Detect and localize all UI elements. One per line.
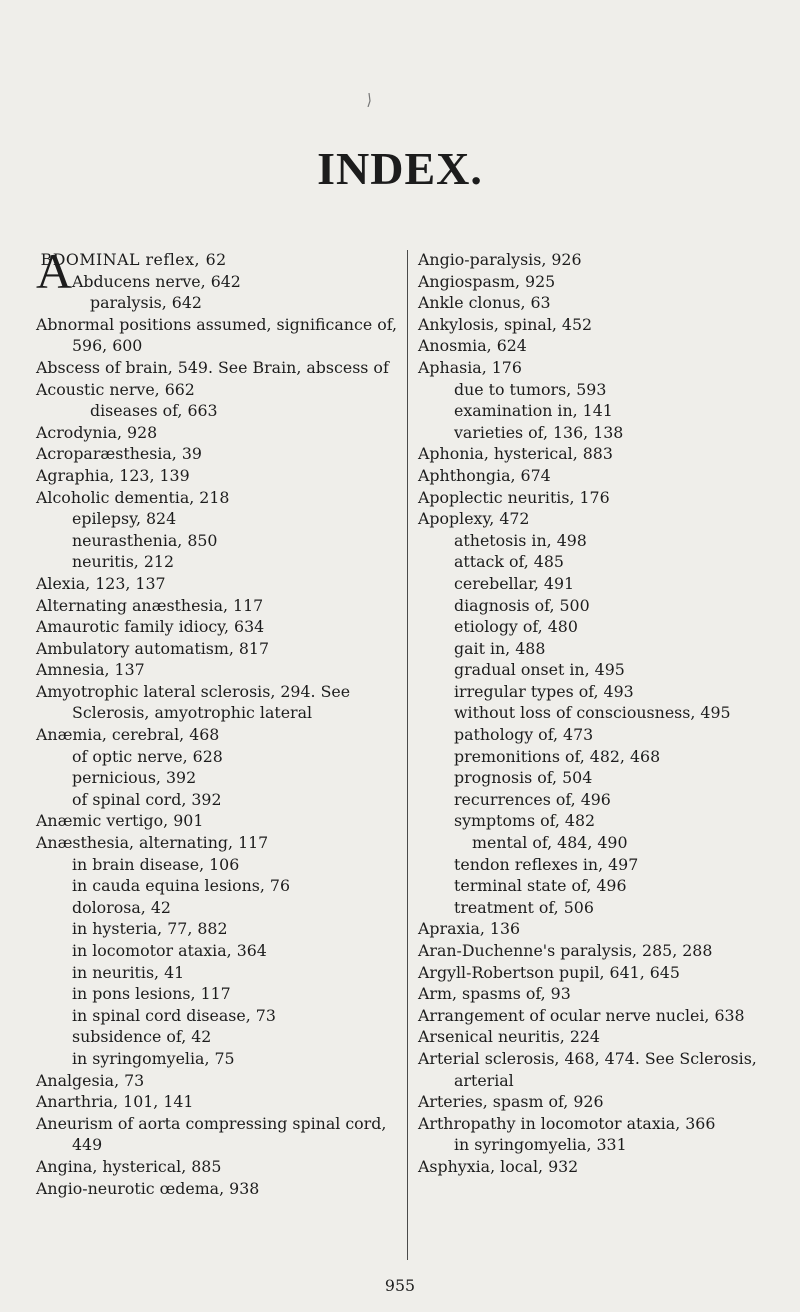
index-entry: Arsenical neuritis, 224 [418,1027,600,1047]
index-entry: gradual onset in, 495 [454,660,625,680]
index-entry: tendon reflexes in, 497 [454,854,639,874]
index-entry: epilepsy, 824 [72,509,177,529]
left-entry-list [36,271,398,1200]
index-entry: diseases of, 663 [90,401,218,421]
index-entry: Anæmic vertigo, 901 [36,811,204,831]
index-entry: Ankylosis, spinal, 452 [418,314,593,334]
index-entry: Apraxia, 136 [418,919,521,939]
index-entry: in pons lesions, 117 [72,984,231,1004]
index-entry: subsidence of, 42 [72,1027,212,1047]
page-title: INDEX. [317,143,483,194]
index-entry: Arrangement of ocular nerve nuclei, 638 [418,1005,745,1025]
index-entry: in syringomyelia, 331 [454,1135,627,1155]
index-entry: Arthropathy in locomotor ataxia, 366 [418,1113,716,1133]
index-entry: of optic nerve, 628 [72,746,223,766]
index-entry: of spinal cord, 392 [72,789,222,809]
index-entry: in neuritis, 41 [72,962,185,982]
index-entry: in cauda equina lesions, 76 [72,876,291,896]
index-entry: Anæmia, cerebral, 468 [36,725,220,745]
index-entry: Aran-Duchenne's paralysis, 285, 288 [418,941,713,960]
index-entry: Arm, spasms of, 93 [418,984,571,1004]
index-entry: Abducens nerve, 642 [72,271,241,291]
index-entry: cerebellar, 491 [454,573,575,593]
index-entry: Angina, hysterical, 885 [36,1156,222,1176]
index-entry: treatment of, 506 [454,897,594,917]
index-entry: Anosmia, 624 [418,336,527,356]
index-entry: premonitions of, 482, 468 [454,746,661,766]
index-entry: in syringomyelia, 75 [72,1048,235,1068]
index-entry: paralysis, 642 [90,293,202,313]
index-entry: examination in, 141 [454,401,613,421]
index-entry: Amyotrophic lateral sclerosis, 294. See Sclerosis, amyotrophic lateral [36,681,351,723]
index-entry: Alexia, 123, 137 [36,573,166,593]
column-divider [407,250,408,1260]
index-entry: Angio-neurotic œdema, 938 [36,1178,260,1198]
index-entry: Arteries, spasm of, 926 [418,1092,604,1112]
index-entry: etiology of, 480 [454,617,578,637]
index-entry: athetosis in, 498 [454,530,587,550]
index-column-right [418,249,784,1178]
index-entry: Analgesia, 73 [36,1070,145,1090]
index-entry: Angiospasm, 925 [418,271,556,291]
index-entry: recurrences of, 496 [454,789,611,809]
index-column-left [36,243,398,1199]
drop-cap: A [36,243,73,299]
index-entry: varieties of, 136, 138 [454,422,624,442]
index-entry: prognosis of, 504 [454,768,593,788]
index-entry: due to tumors, 593 [454,379,607,399]
index-entry: neurasthenia, 850 [72,530,218,550]
index-entry: Acroparæsthesia, 39 [36,444,202,464]
index-entry: Argyll-Robertson pupil, 641, 645 [418,962,680,982]
index-entry: Alcoholic dementia, 218 [36,487,230,507]
index-entry: terminal state of, 496 [454,876,627,896]
index-entry: Apoplectic neuritis, 176 [418,487,610,507]
index-entry: pernicious, 392 [72,768,197,788]
index-entry: neuritis, 212 [72,552,175,572]
first-entry-text: BDOMINAL reflex, 62 [40,250,227,269]
index-entry: Abnormal positions assumed, significance of, 596, 600 [36,314,398,356]
index-entry: Aphthongia, 674 [418,465,551,485]
index-entry: Aphonia, hysterical, 883 [418,444,613,464]
index-entry: attack of, 485 [454,552,564,572]
index-entry: Angio-paralysis, 926 [418,250,582,269]
index-entry: Anarthria, 101, 141 [36,1092,194,1112]
index-entry: Acoustic nerve, 662 [36,379,195,399]
index-entry: Alternating anæsthesia, 117 [36,595,264,615]
index-entry: Ankle clonus, 63 [418,293,551,313]
index-entry: Aphasia, 176 [418,357,522,377]
index-entry: Ambulatory automatism, 817 [36,638,270,658]
index-entry: Amnesia, 137 [36,660,145,680]
right-entry-list [418,249,784,1178]
index-entry: Amaurotic family idiocy, 634 [36,617,265,637]
index-entry: diagnosis of, 500 [454,595,590,615]
index-entry: irregular types of, 493 [454,681,634,701]
index-entry: Agraphia, 123, 139 [36,465,190,485]
index-entry: in spinal cord disease, 73 [72,1005,276,1025]
index-entry: Asphyxia, local, 932 [418,1156,579,1176]
index-entry: dolorosa, 42 [72,897,171,917]
index-entry: gait in, 488 [454,638,546,658]
index-entry: mental of, 484, 490 [472,833,628,853]
index-entry: Arterial sclerosis, 468, 474. See Sclerosis, arterial [418,1048,757,1090]
index-entry: symptoms of, 482 [454,811,596,831]
index-entry: pathology of, 473 [454,725,594,745]
index-entry: Abscess of brain, 549. See Brain, abscess of [36,357,389,377]
index-entry: in locomotor ataxia, 364 [72,941,267,960]
index-entry: without loss of consciousness, 495 [454,703,731,723]
index-entry: Aneurism of aorta compressing spinal cord, 449 [36,1113,387,1155]
index-entry: Acrodynia, 928 [36,422,158,442]
index-entry: in hysteria, 77, 882 [72,919,228,939]
index-entry: Apoplexy, 472 [418,509,530,529]
index-entry: Anæsthesia, alternating, 117 [36,833,269,853]
ink-speck [367,92,371,106]
page-number: 955 [384,1276,416,1295]
index-entry: in brain disease, 106 [72,854,240,874]
